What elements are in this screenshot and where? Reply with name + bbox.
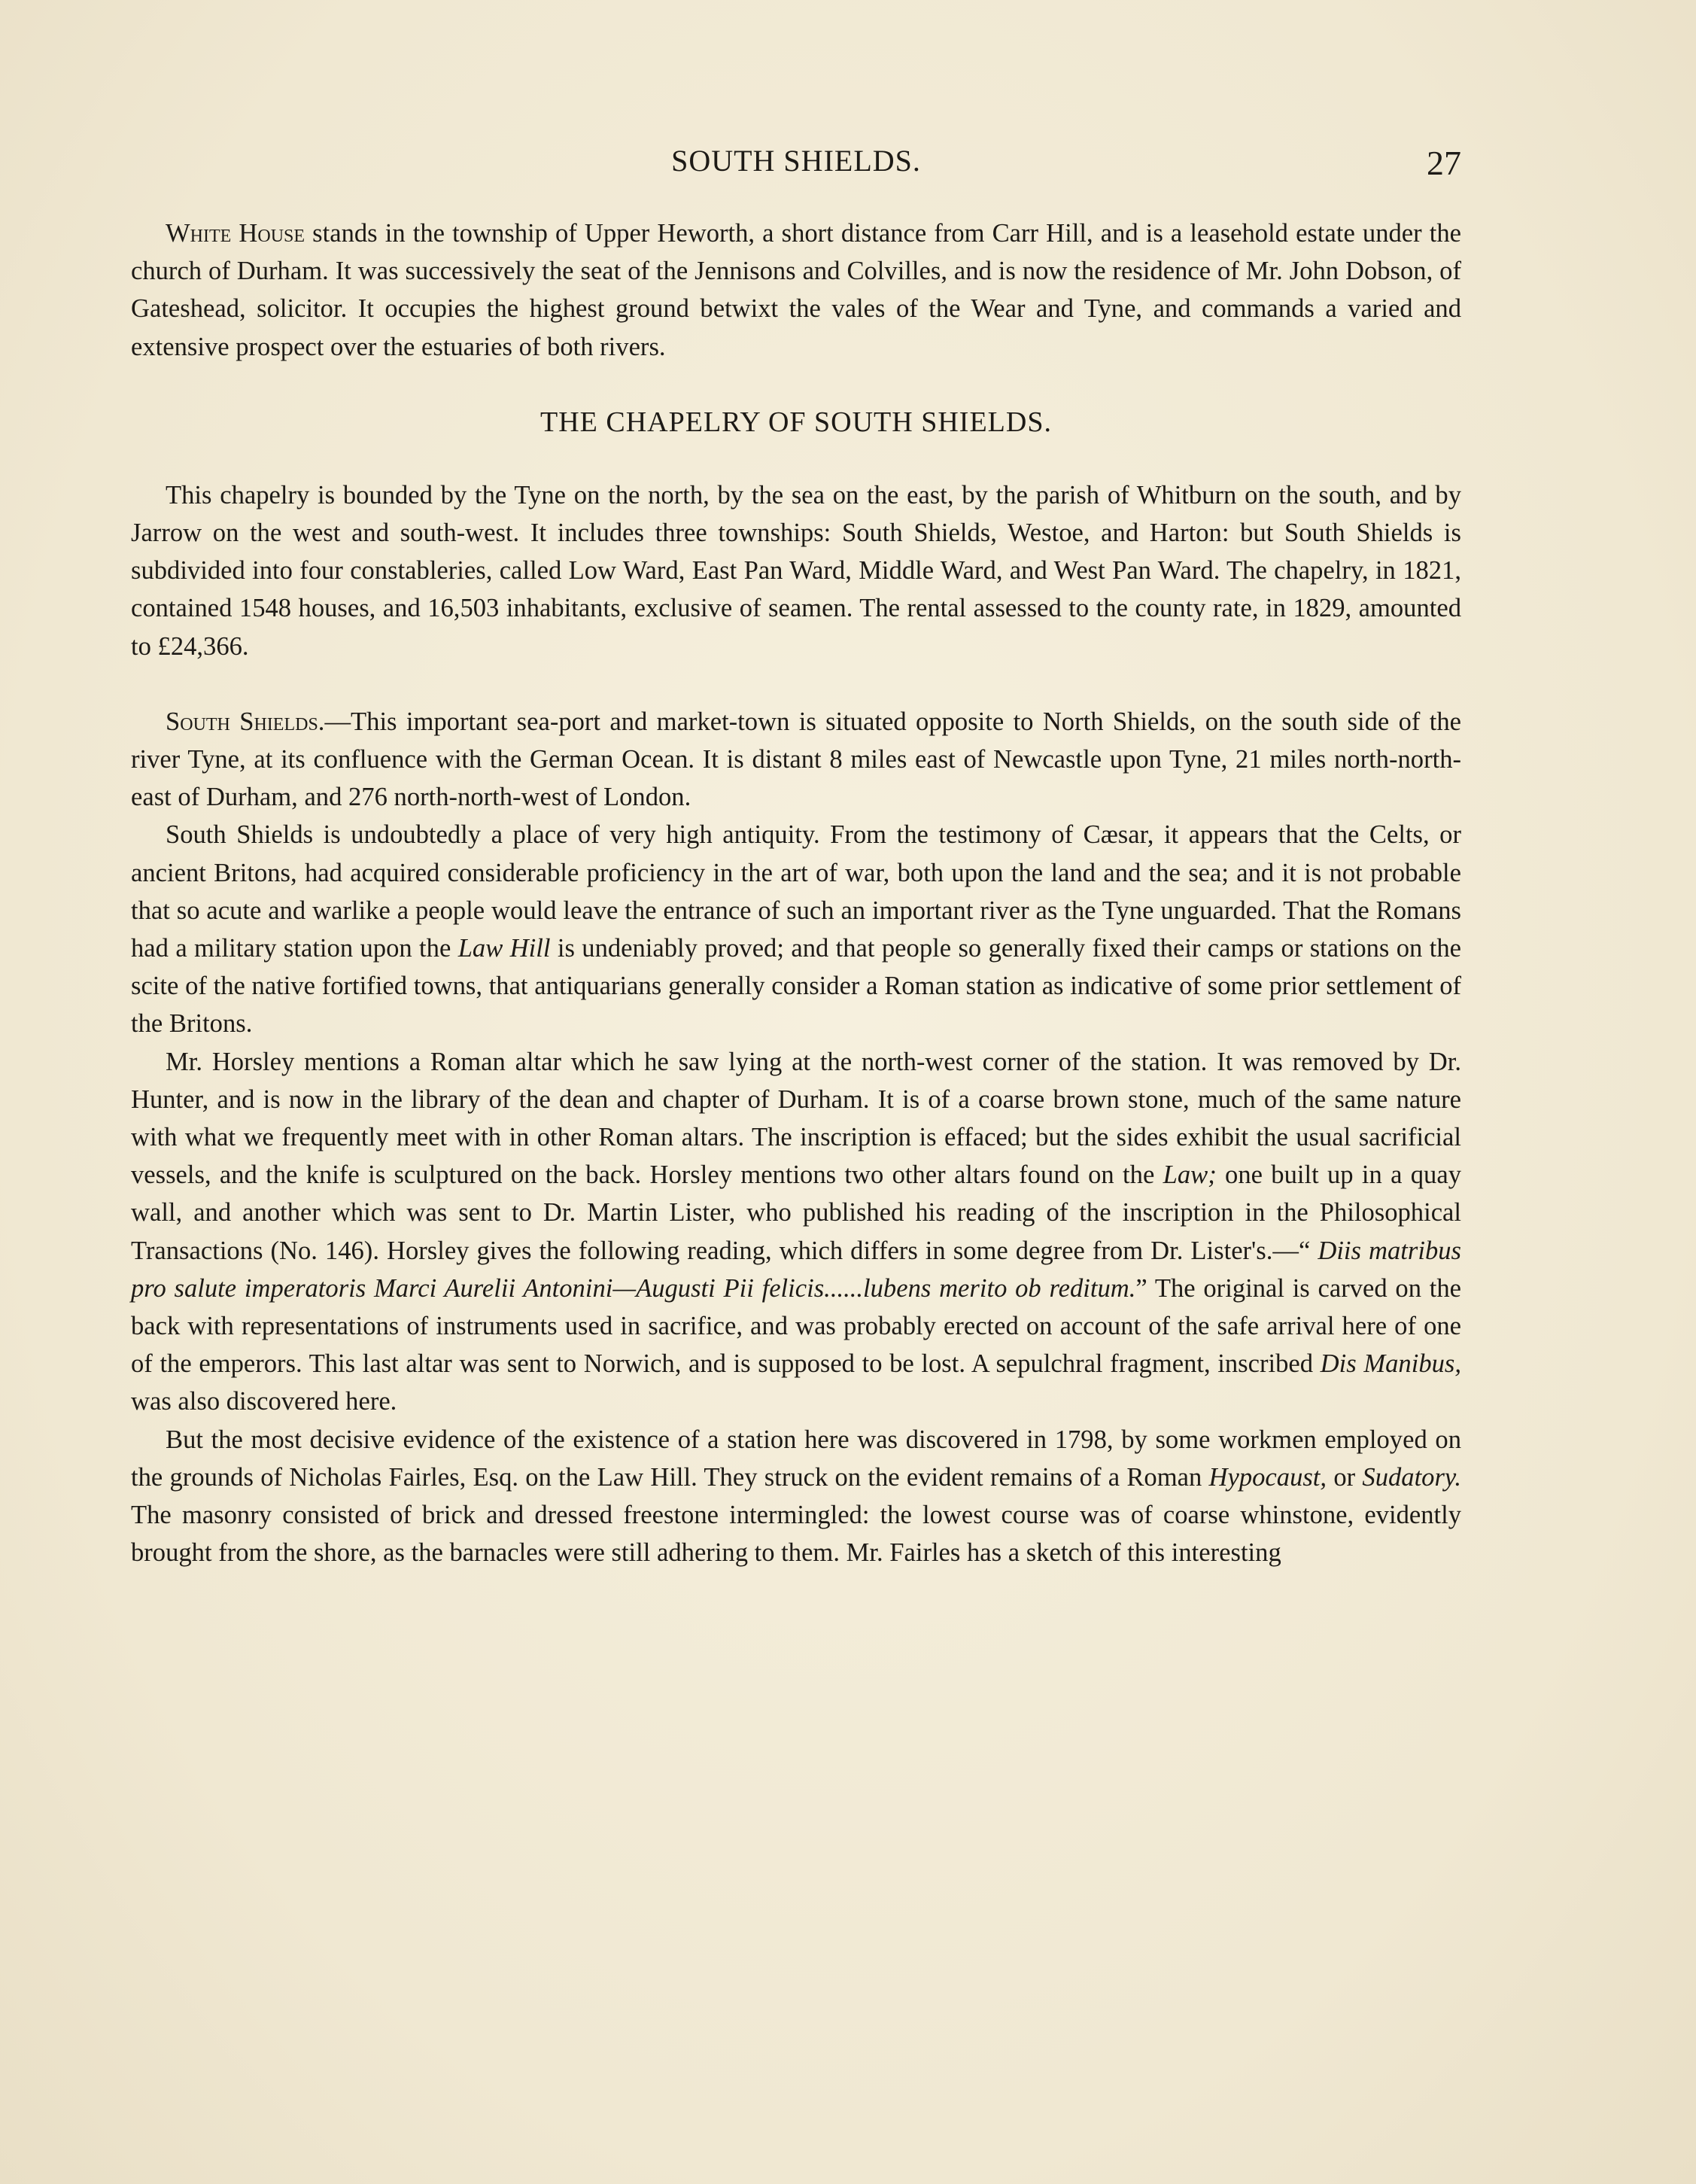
- horsley-text-a: Mr. Horsley mentions a Roman altar which he saw lying at the north-west corner of the station. It was removed by Dr. Hunter, and is now in the library of the dean and chapter of Durham. It is of a coarse brown stone, much of the same nature with what we frequently meet with in other Roman altars. The inscription is effaced; but the sides exhibit the usual sacrificial vessels, and the knife is sculptured on the back. Horsley mentions two other altars found on the: [131, 1047, 1461, 1190]
- horsley-text-b: one built up in a quay wall, and another which was sent to Dr. Martin Lister, who published his reading of the inscription in the Philosophical Transactions (No. 146). Horsley gives the following reading, which differs in some degree from Dr. Lister's.—“: [131, 1160, 1461, 1265]
- horsley-text-c: ” The original is carved on the back with representations of instruments used in sacrifice, and was probably erected on account of the safe arrival here of one of the emperors. This last altar was sent to Norwich, and is supposed to be lost. A sepulchral fragment, inscribed: [131, 1273, 1461, 1379]
- altar-inscription: Diis matribus pro salute imperatoris Marci Aurelii Antonini—Augusti Pii felicis......lubens merito ob reditum.: [131, 1236, 1461, 1303]
- paragraph-horsley: [131, 1043, 1461, 1421]
- south-shields-lead: South Shields.: [166, 707, 325, 736]
- antiquity-text-a: South Shields is undoubtedly a place of very high antiquity. From the testimony of Cæsar, it appears that the Celts, or ancient Britons, had acquired considerable proficiency in the art of war, both upon the land and the sea; and it is not probable that so acute and warlike a people would leave the entrance of such an important river as the Tyne unguarded. That the Romans had a military station upon the: [131, 820, 1461, 963]
- antiquity-text-b: is undeniably proved; and that people so generally fixed their camps or stations on the scite of the native fortified towns, that antiquarians generally consider a Roman station as indicative of some prior settlement of the Britons.: [131, 934, 1461, 1039]
- hypocaust-text-a: But the most decisive evidence of the existence of a station here was discovered in 1798, by some workmen employed on the grounds of Nicholas Fairles, Esq. on the Law Hill. They struck on the evident remains of a Roman: [131, 1425, 1461, 1492]
- paragraph-south-shields: [131, 703, 1461, 817]
- section-heading-chapelry: THE CHAPELRY OF SOUTH SHIELDS.: [540, 406, 1052, 438]
- white-house-text: stands in the township of Upper Heworth, a short distance from Carr Hill, and is a leasehold estate under the church of Durham. It was successively the seat of the Jennisons and Colvilles, and is now the residence of Mr. John Dobson, of Gateshead, solicitor. It occupies the highest ground betwixt the vales of the Wear and Tyne, and commands a varied and extensive prospect over the estuaries of both rivers.: [131, 219, 1461, 361]
- dis-manibus-term: Dis Manibus,: [1320, 1349, 1461, 1379]
- hypocaust-term: Hypocaust,: [1208, 1462, 1327, 1492]
- paragraph-chapelry: This chapelry is bounded by the Tyne on the north, by the sea on the east, by the parish of Whitburn on the south, and by Jarrow on the west and south-west. It includes three townships: South Shields, Westoe, and Harton: but South Shields is subdivided into four constableries, called Low Ward, East Pan Ward, Middle Ward, and West Pan Ward. The chapelry, in 1821, contained 1548 houses, and 16,503 inhabitants, exclusive of seamen. The rental assessed to the county rate, in 1829, amounted to £24,366.: [131, 480, 1461, 661]
- horsley-text-d: was also discovered here.: [131, 1387, 397, 1416]
- south-shields-text: —This important sea-port and market-town is situated opposite to North Shields, on the south side of the river Tyne, at its confluence with the German Ocean. It is distant 8 miles east of Newcastle upon Tyne, 21 miles north-north-east of Durham, and 276 north-north-west of London.: [131, 707, 1461, 812]
- law-term: Law;: [1163, 1160, 1217, 1190]
- body-text: [131, 214, 1461, 1572]
- sudatory-term: Sudatory.: [1362, 1462, 1462, 1492]
- law-hill-term: Law Hill: [457, 934, 551, 963]
- page-header: [131, 143, 1461, 188]
- page-number: 27: [1427, 144, 1461, 182]
- running-title: SOUTH SHIELDS.: [671, 144, 921, 178]
- white-house-lead: White House: [166, 219, 305, 248]
- paragraph-antiquity: [131, 816, 1461, 1042]
- hypocaust-text-b: The masonry consisted of brick and dressed freestone intermingled: the lowest course was of coarse whinstone, evidently brought from the shore, as the barnacles were still adhering to them. Mr. Fairles has a sketch of this interesting: [131, 1501, 1461, 1568]
- hypocaust-or: or: [1327, 1462, 1363, 1492]
- paragraph-gap: [131, 665, 1461, 703]
- paragraph-white-house: [131, 214, 1461, 366]
- paragraph-hypocaust: [131, 1421, 1461, 1572]
